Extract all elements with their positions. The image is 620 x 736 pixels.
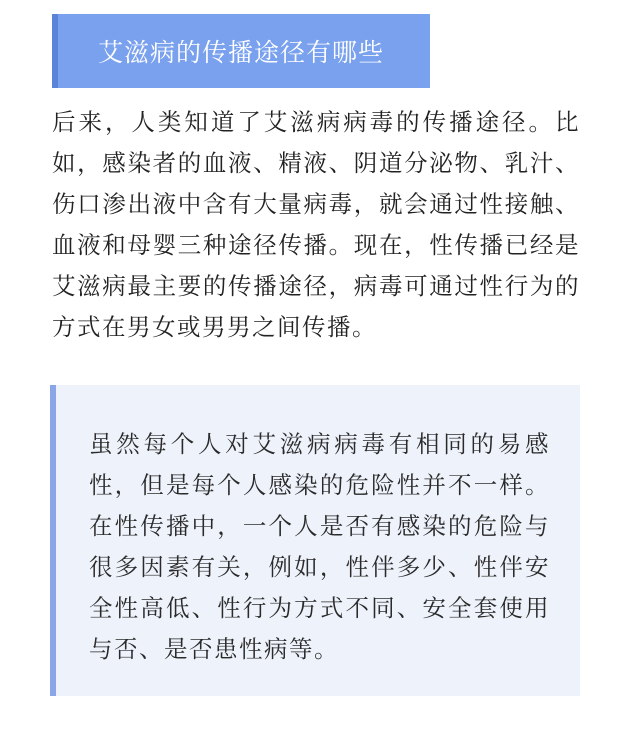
quote-text: 虽然每个人对艾滋病病毒有相同的易感性，但是每个人感染的危险性并不一样。在性传播中，一个人是否有感染的危险与很多因素有关，例如，性伴多少、性伴安全性高低、性行为方式不同、安全套使用与否、是否患性病等。 — [89, 430, 550, 663]
body-paragraph: 后来，人类知道了艾滋病病毒的传播途径。比如，感染者的血液、精液、阴道分泌物、乳汁、伤口渗出液中含有大量病毒，就会通过性接触、血液和母婴三种途径传播。现在，性传播已经是艾滋病最主要的传播途径，病毒可通过性行为的方式在男女或男男之间传播。 — [52, 108, 580, 341]
section-header — [52, 14, 430, 88]
section-title: 艾滋病的传播途径有哪些 — [98, 38, 385, 67]
header-title-box — [58, 14, 430, 88]
quote-block — [50, 385, 580, 696]
